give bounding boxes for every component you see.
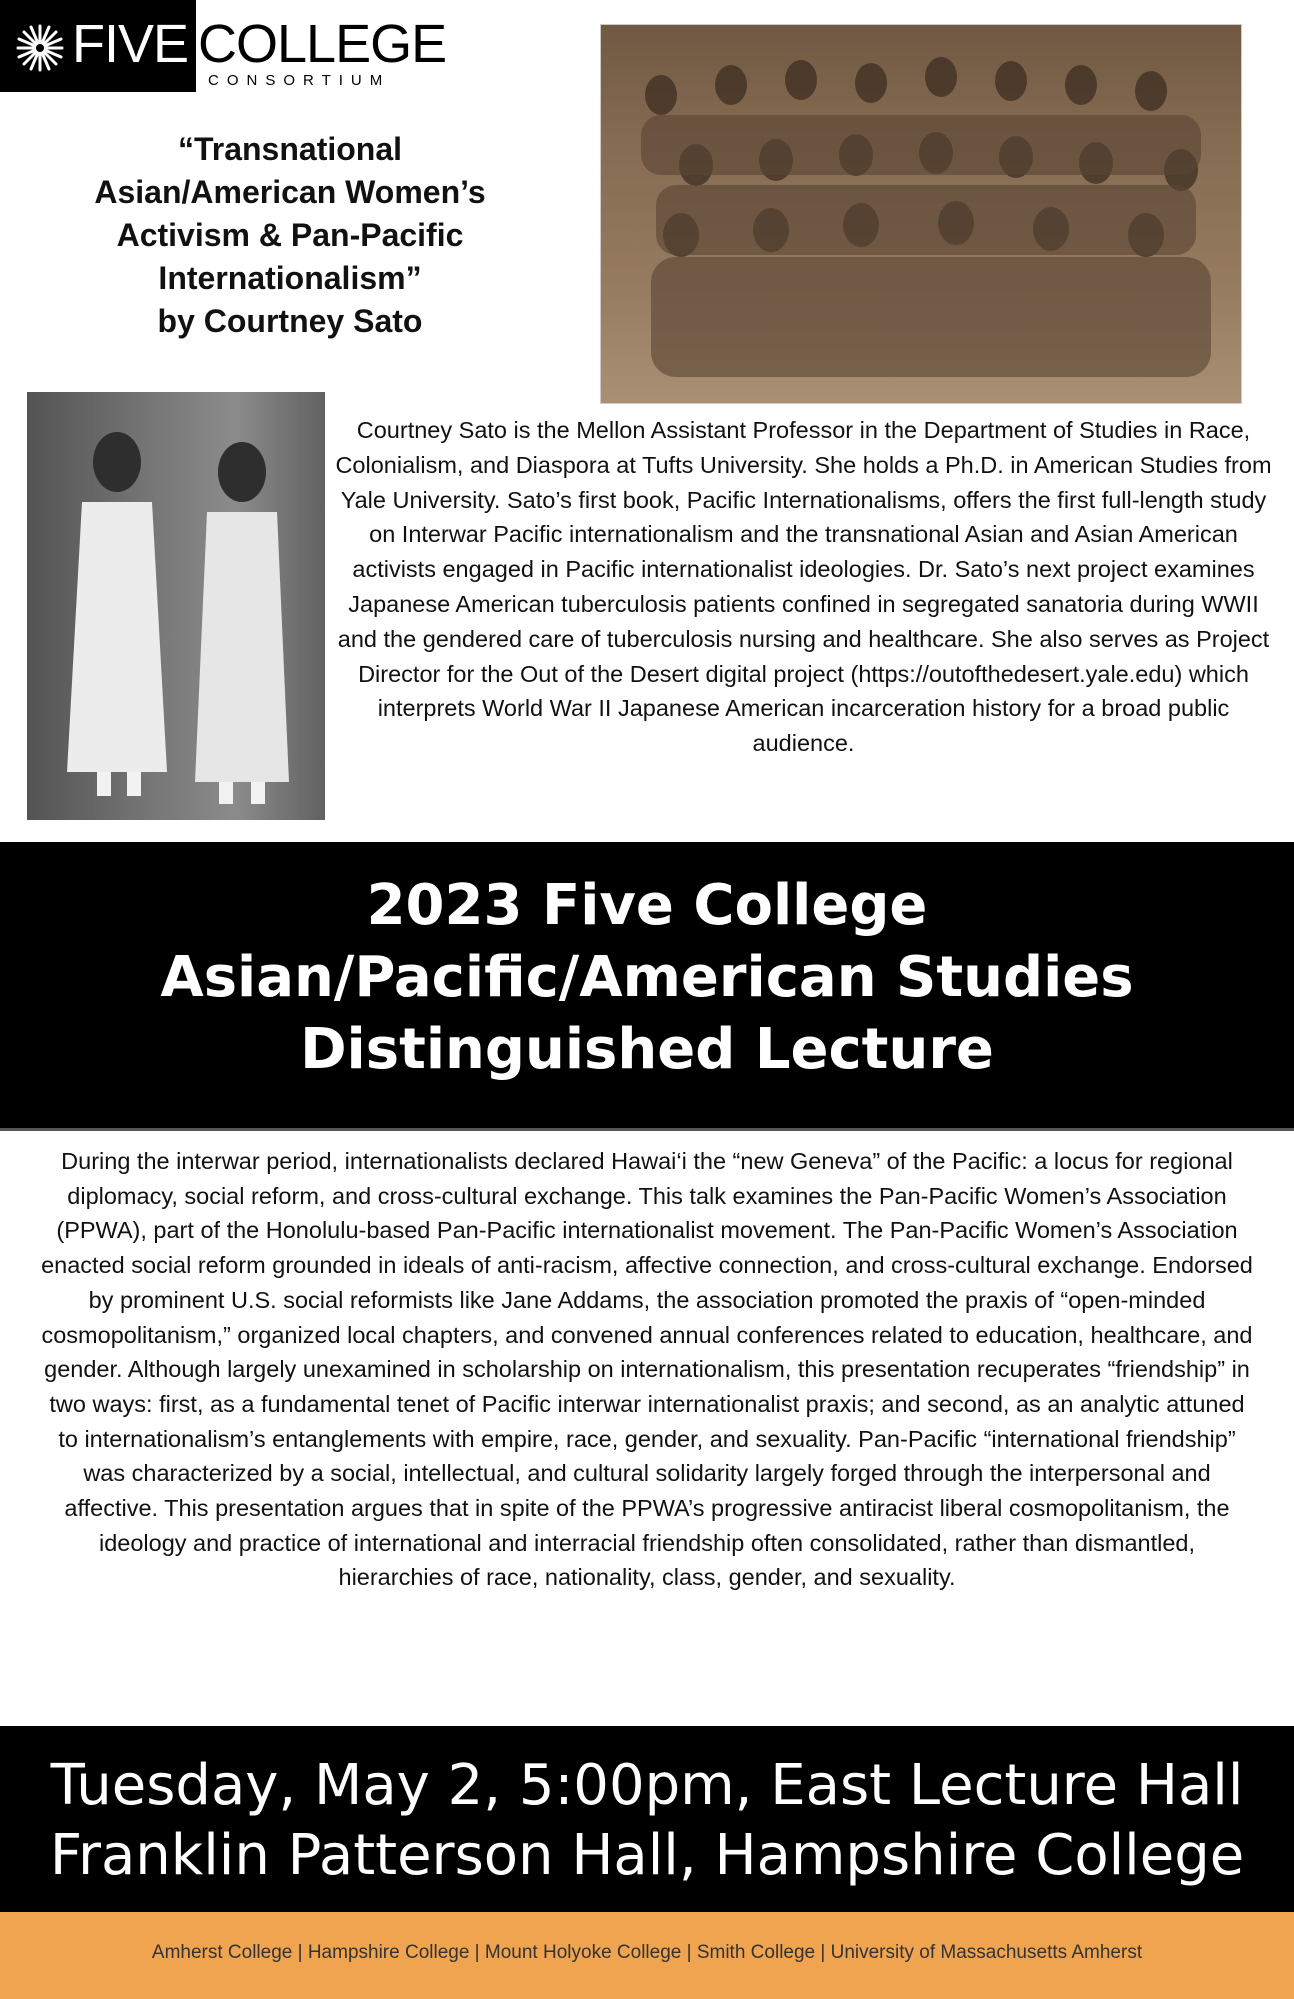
banner-line: Asian/Pacific/American Studies <box>160 945 1134 1010</box>
footer-bar <box>0 1912 1294 1999</box>
banner-heading <box>0 842 1294 1086</box>
event-location: Franklin Patterson Hall, Hampshire College <box>49 1823 1245 1888</box>
pair-photo-figures <box>27 392 325 820</box>
title-line: “Transnational <box>177 131 403 167</box>
lecture-banner <box>0 842 1294 1131</box>
event-details <box>0 1726 1294 1912</box>
starburst-icon <box>14 22 66 74</box>
logo-consortium-text: CONSORTIUM <box>208 72 391 89</box>
group-photo-figures <box>601 25 1241 403</box>
logo-five-text: FIVE <box>72 14 189 74</box>
logo-college-text: COLLEGE <box>198 14 447 74</box>
title-line: Internationalism” <box>158 260 422 296</box>
banner-line: 2023 Five College <box>366 873 928 938</box>
title-line: Asian/American Women’s <box>94 174 486 210</box>
historical-group-photo <box>600 24 1242 404</box>
two-women-photo <box>27 392 325 820</box>
talk-abstract: During the interwar period, internationalists declared Hawai‘i the “new Geneva” of the Pacific: a locus for regional diplomacy, social reform, and cross-cultural exchange. This talk examines the Pan-Pacific Women’s Association (PPWA), part of the Honolulu-based Pan-Pacific internationalist movement. The Pan-Pacific Women’s Association enacted social reform grounded in ideals of anti-racism, affective connection, and cross-cultural exchange. Endorsed by prominent U.S. social reformists like Jane Addams, the association promoted the praxis of “open-minded cosmopolitanism,” organized local chapters, and convened annual conferences related to education, healthcare, and gender. Although largely unexamined in scholarship on internationalism, this presentation recuperates “friendship” in two ways: first, as a fundamental tenet of Pacific interwar internationalist praxis; and second, as an analytic attuned to internationalism’s entanglements with empire, race, gender, and sexuality. Pan-Pacific “international friendship” was characterized by a social, intellectual, and cultural solidarity largely forged through the interpersonal and affective. This presentation argues that in spite of the PPWA’s progressive antiracist liberal cosmopolitanism, the ideology and practice of international and interracial friendship often consolidated, rather than dismantled, hierarchies of race, nationality, class, gender, and sexuality. <box>41 1148 1253 1591</box>
lecture-title <box>40 128 540 343</box>
banner-line: Distinguished Lecture <box>300 1017 994 1082</box>
member-colleges: Amherst College | Hampshire College | Mount Holyoke College | Smith College | University of Massachusetts Amherst <box>151 1942 1143 1963</box>
speaker-bio: Courtney Sato is the Mellon Assistant Professor in the Department of Studies in Race, Colonialism, and Diaspora at Tufts University. She holds a Ph.D. in American Studies from Yale University. Sato’s first book, Pacific Internationalisms, offers the first full-length study on Interwar Pacific internationalism and the transnational Asian and Asian American activists engaged in Pacific internationalist ideologies. Dr. Sato’s next project examines Japanese American tuberculosis patients confined in segregated sanatoria during WWII and the gendered care of tuberculosis nursing and healthcare. She also serves as Project Director for the Out of the Desert digital project (https://outofthedesert.yale.edu) which interprets World War II Japanese American incarceration history for a broad public audience. <box>335 417 1272 757</box>
title-line: by Courtney Sato <box>157 303 423 339</box>
event-date-time: Tuesday, May 2, 5:00pm, East Lecture Hall <box>50 1753 1244 1818</box>
title-line: Activism & Pan-Pacific <box>116 217 464 253</box>
five-college-logo <box>0 0 447 92</box>
